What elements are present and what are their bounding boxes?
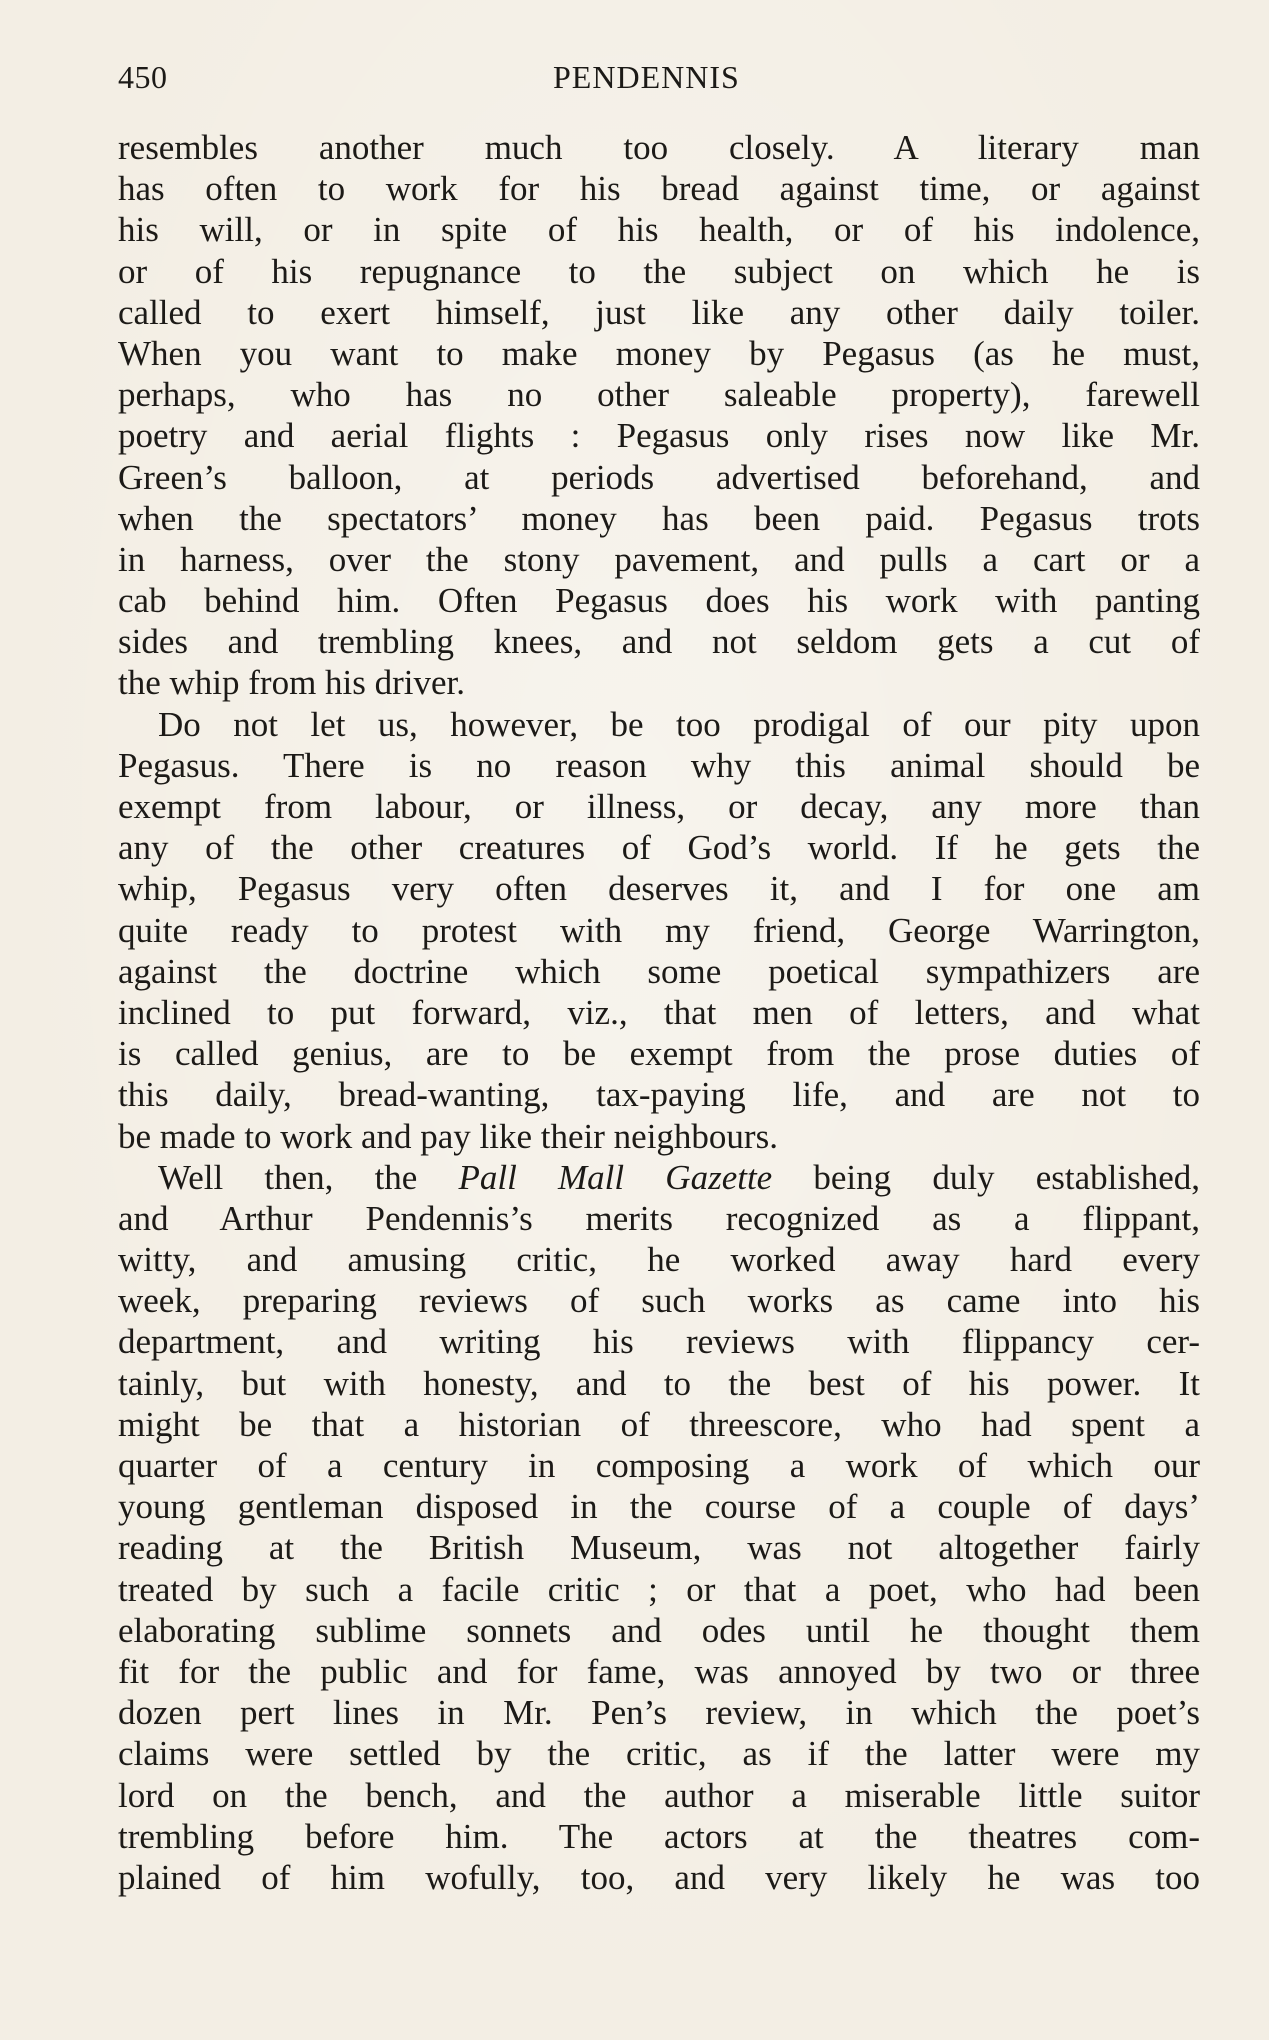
- text-line: whip, Pegasus very often deserves it, and I for one am: [118, 869, 1200, 909]
- text-line: Green’s balloon, at periods advertised beforehand, and: [118, 457, 1200, 497]
- text-line: poetry and aerial flights : Pegasus only rises now like Mr.: [118, 416, 1200, 456]
- text-line: week, preparing reviews of such works as came into his: [118, 1281, 1200, 1321]
- text-line: quite ready to protest with my friend, George Warrington,: [118, 910, 1200, 950]
- text-line: plained of him wofully, too, and very likely he was too: [118, 1857, 1200, 1897]
- text-line: elaborating sublime sonnets and odes until he thought them: [118, 1610, 1200, 1650]
- text-line: any of the other creatures of God’s world. If he gets the: [118, 828, 1200, 868]
- text-line: claims were settled by the critic, as if the latter were my: [118, 1734, 1200, 1774]
- running-head: [118, 52, 1198, 102]
- text-line: resembles another much too closely. A literary man: [118, 128, 1200, 167]
- text-line: perhaps, who has no other saleable property), farewell: [118, 375, 1200, 415]
- text-line: tainly, but with honesty, and to the best of his power. It: [118, 1363, 1200, 1403]
- text-line: called to exert himself, just like any other daily toiler.: [118, 292, 1200, 332]
- paragraph-start-line: [118, 1157, 1200, 1198]
- periodical-title: Pall Mall Gazette: [458, 1157, 773, 1197]
- text-line: against the doctrine which some poetical sympathizers are: [118, 951, 1200, 991]
- text-line: in harness, over the stony pavement, and pulls a cart or a: [118, 539, 1200, 579]
- text-line: young gentleman disposed in the course of a couple of days’: [118, 1487, 1200, 1527]
- text-line: Pegasus. There is no reason why this animal should be: [118, 745, 1200, 785]
- text-line: inclined to put forward, viz., that men of letters, and what: [118, 992, 1200, 1032]
- text-line: treated by such a facile critic ; or that a poet, who had been: [118, 1569, 1200, 1609]
- page-number: 450: [118, 59, 168, 95]
- text-line: the whip from his driver.: [118, 663, 466, 703]
- text-run: being duly established,: [772, 1157, 1200, 1197]
- text-line: cab behind him. Often Pegasus does his work with panting: [118, 581, 1200, 621]
- text-line: When you want to make money by Pegasus (as he must,: [118, 333, 1200, 373]
- paragraph-start-line: Do not let us, however, be too prodigal of our pity upon: [158, 704, 1200, 744]
- text-line: his will, or in spite of his health, or of his indolence,: [118, 210, 1200, 250]
- text-line: is called genius, are to be exempt from the prose duties of: [118, 1034, 1200, 1074]
- text-line: and Arthur Pendennis’s merits recognized as a flippant,: [118, 1198, 1200, 1238]
- text-run: Well then, the: [158, 1157, 459, 1197]
- text-line: exempt from labour, or illness, or decay, any more than: [118, 787, 1200, 826]
- body-text: [118, 127, 1200, 1898]
- running-title: PENDENNIS: [553, 59, 740, 95]
- text-line: witty, and amusing critic, he worked away hard every: [118, 1240, 1200, 1280]
- text-line: reading at the British Museum, was not altogether fairly: [118, 1528, 1200, 1568]
- text-line: this daily, bread-wanting, tax-paying life, and are not to: [118, 1075, 1200, 1115]
- text-line: quarter of a century in composing a work of which our: [118, 1446, 1200, 1485]
- text-line: might be that a historian of threescore, who had spent a: [118, 1404, 1200, 1444]
- text-line: has often to work for his bread against time, or against: [118, 169, 1200, 209]
- text-line: or of his repugnance to the subject on which he is: [118, 251, 1200, 291]
- text-line: be made to work and pay like their neighbours.: [118, 1116, 778, 1156]
- text-line: trembling before him. The actors at the theatres com-: [118, 1816, 1200, 1856]
- text-line: lord on the bench, and the author a miserable little suitor: [118, 1775, 1200, 1815]
- text-line: when the spectators’ money has been paid. Pegasus trots: [118, 498, 1200, 538]
- text-line: sides and trembling knees, and not seldom gets a cut of: [118, 622, 1200, 662]
- text-line: department, and writing his reviews with flippancy cer-: [118, 1322, 1200, 1362]
- text-line: fit for the public and for fame, was annoyed by two or three: [118, 1651, 1200, 1691]
- text-line: dozen pert lines in Mr. Pen’s review, in which the poet’s: [118, 1693, 1200, 1733]
